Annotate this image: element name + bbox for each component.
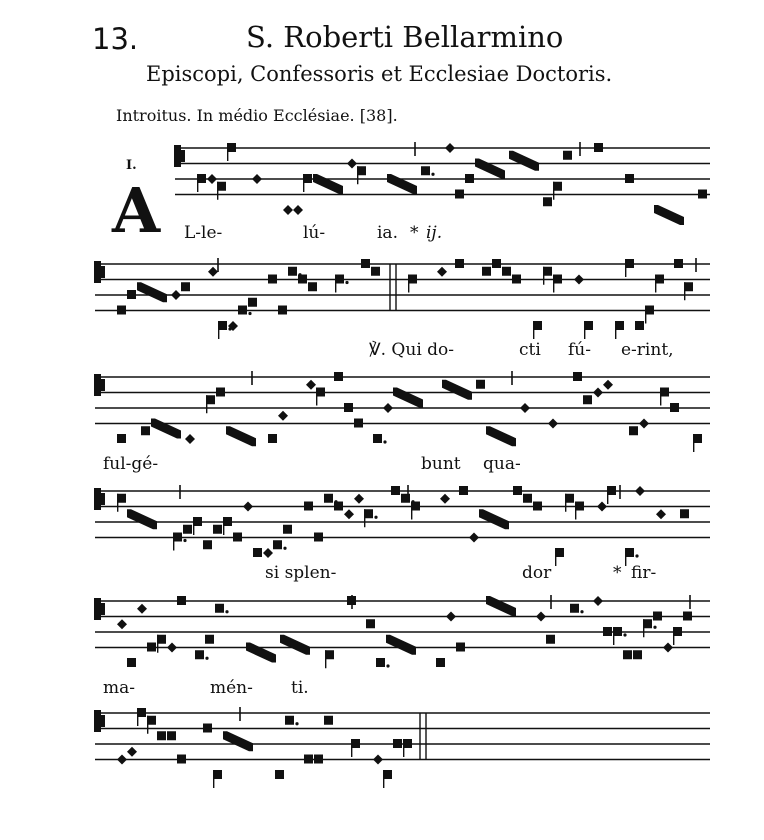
neume-square [512, 275, 521, 284]
neume-square [533, 502, 542, 511]
neume-rhombus [603, 380, 613, 390]
neume-rhombus [593, 596, 603, 606]
c-clef [174, 145, 181, 167]
neume-square [546, 635, 555, 644]
lyric-syllable: e-rint, [621, 340, 674, 360]
neume-square [117, 434, 126, 443]
initial-letter: A [112, 174, 161, 247]
lyric-syllable: mén- [210, 678, 253, 698]
lyric-syllable: si splen- [265, 563, 337, 583]
neume-square [459, 486, 468, 495]
neume-dot [205, 657, 208, 660]
neume-rhombus [344, 509, 354, 519]
neume-square [177, 755, 186, 764]
neume-square [216, 388, 225, 397]
neume-square [393, 739, 402, 748]
chant-number: 13. [92, 22, 139, 56]
neume-dot [635, 554, 638, 557]
c-clef [180, 150, 185, 162]
neume-ligature [479, 509, 509, 529]
neume-dot [295, 722, 298, 725]
c-clef [94, 710, 101, 732]
neume-ligature [475, 159, 505, 179]
introit-label: Introitus. [116, 106, 192, 125]
neume-rhombus [548, 419, 558, 429]
lyric-repeat-mark: ij. [426, 223, 443, 243]
neume-square [563, 151, 572, 160]
neume-square [421, 166, 430, 175]
chant-subtitle: Episcopi, Confessoris et Ecclesiae Doctoris. [146, 62, 613, 86]
c-clef [94, 598, 101, 620]
c-clef [94, 374, 101, 396]
neume-ligature [486, 426, 516, 446]
neume-rhombus [383, 403, 393, 413]
neume-square [213, 525, 222, 534]
neume-square [594, 143, 603, 152]
lyric-syllable: ma- [103, 678, 135, 698]
neume-square [455, 259, 464, 268]
neume-dot [374, 516, 377, 519]
neume-ligature [509, 151, 539, 171]
neume-square [523, 494, 532, 503]
neume-square [203, 540, 212, 549]
neume-square [603, 627, 612, 636]
neume-rhombus [278, 411, 288, 421]
neume-square [147, 643, 156, 652]
neume-square [455, 190, 464, 199]
neume-ligature [654, 205, 684, 225]
neume-square [127, 290, 136, 299]
neume-square [285, 716, 294, 725]
neume-rhombus [593, 388, 603, 398]
neume-square [476, 380, 485, 389]
neume-dot [225, 610, 228, 613]
neume-square [391, 486, 400, 495]
lyric-syllable: cti [519, 340, 541, 360]
neume-square [635, 321, 644, 330]
neume-rhombus [127, 747, 137, 757]
neume-square [401, 494, 410, 503]
mode-number: I. [126, 158, 137, 173]
neume-square [633, 650, 642, 659]
c-clef [100, 603, 105, 615]
neume-rhombus [574, 275, 584, 285]
neume-rhombus [171, 290, 181, 300]
lyric-syllable: L-le- [184, 223, 223, 243]
neume-square [436, 658, 445, 667]
c-clef [100, 266, 105, 278]
neume-square [371, 267, 380, 276]
neume-square [117, 306, 126, 315]
neume-ligature [313, 174, 343, 194]
neume-square [268, 434, 277, 443]
neume-square [298, 275, 307, 284]
neume-rhombus [137, 604, 147, 614]
neume-ligature [127, 509, 157, 529]
neume-dot [580, 610, 583, 613]
neume-square [215, 604, 224, 613]
neume-rhombus [185, 434, 195, 444]
introit-reference: [38]. [359, 106, 398, 125]
neume-square [127, 658, 136, 667]
neume-rhombus [373, 755, 383, 765]
neume-rhombus [283, 205, 293, 215]
neume-square [157, 731, 166, 740]
neume-square [456, 643, 465, 652]
neume-rhombus [347, 159, 357, 169]
neume-square [314, 533, 323, 542]
neume-square [288, 267, 297, 276]
neume-ligature [386, 635, 416, 655]
neume-square [141, 426, 150, 435]
neume-square [683, 612, 692, 621]
neume-dot [283, 547, 286, 550]
neume-square [304, 502, 313, 511]
neume-ligature [393, 388, 423, 408]
neume-square [543, 197, 552, 206]
neume-square [334, 372, 343, 381]
neume-square [698, 190, 707, 199]
neume-ligature [280, 635, 310, 655]
neume-square [502, 267, 511, 276]
neume-square [275, 770, 284, 779]
neume-square [482, 267, 491, 276]
neume-rhombus [635, 486, 645, 496]
neume-square [273, 540, 282, 549]
neume-square [324, 494, 333, 503]
lyric-syllable: ℣. Qui do- [369, 340, 455, 360]
neume-square [167, 731, 176, 740]
chant-title: S. Roberti Bellarmino [246, 20, 564, 54]
neume-square [344, 403, 353, 412]
neume-rhombus [306, 380, 316, 390]
c-clef [94, 261, 101, 283]
neume-square [203, 724, 212, 733]
neume-square [268, 275, 277, 284]
neume-dot [623, 633, 626, 636]
neume-dot [248, 312, 251, 315]
neume-square [670, 403, 679, 412]
lyric-asterisk: * [410, 223, 419, 243]
neume-rhombus [663, 643, 673, 653]
neume-rhombus [167, 643, 177, 653]
neume-square [233, 533, 242, 542]
neume-square [183, 525, 192, 534]
lyric-asterisk: * [613, 563, 622, 583]
lyric-syllable: ti. [291, 678, 309, 698]
neume-square [361, 259, 370, 268]
neume-square [625, 174, 634, 183]
neume-rhombus [293, 205, 303, 215]
lyric-syllable: ia. [377, 223, 398, 243]
neume-square [253, 548, 262, 557]
neume-square [278, 306, 287, 315]
neume-square [195, 650, 204, 659]
c-clef [100, 493, 105, 505]
neume-square [583, 395, 592, 404]
neume-rhombus [597, 502, 607, 512]
neume-ligature [226, 426, 256, 446]
neume-rhombus [117, 619, 127, 629]
lyric-syllable: ful-gé- [103, 454, 159, 474]
neume-square [373, 434, 382, 443]
neume-rhombus [639, 419, 649, 429]
neume-square [248, 298, 257, 307]
neume-rhombus [440, 494, 450, 504]
neume-square [513, 486, 522, 495]
neume-square [283, 525, 292, 534]
neume-rhombus [252, 174, 262, 184]
neume-rhombus [208, 267, 218, 277]
neume-square [674, 259, 683, 268]
neume-ligature [151, 419, 181, 439]
neume-rhombus [243, 502, 253, 512]
neume-square [653, 612, 662, 621]
neume-square [314, 755, 323, 764]
lyric-syllable: fir- [631, 563, 657, 583]
neume-rhombus [520, 403, 530, 413]
neume-ligature [486, 596, 516, 616]
lyric-syllable: fú- [568, 340, 591, 360]
neume-ligature [246, 643, 276, 663]
neume-rhombus [536, 612, 546, 622]
neume-square [205, 635, 214, 644]
neume-square [623, 650, 632, 659]
neume-square [376, 658, 385, 667]
neume-rhombus [207, 174, 217, 184]
neume-dot [383, 440, 386, 443]
lyric-syllable: dor [522, 563, 552, 583]
c-clef [100, 379, 105, 391]
neume-square [465, 174, 474, 183]
neume-square [334, 502, 343, 511]
neume-dot [386, 664, 389, 667]
neume-rhombus [117, 755, 127, 765]
neume-rhombus [354, 494, 364, 504]
neume-ligature [387, 174, 417, 194]
neume-square [573, 372, 582, 381]
lyric-syllable: qua- [483, 454, 521, 474]
neume-square [492, 259, 501, 268]
c-clef [100, 715, 105, 727]
neume-ligature [223, 731, 253, 751]
neume-rhombus [445, 143, 455, 153]
neume-square [629, 426, 638, 435]
neume-square [366, 619, 375, 628]
neume-square [570, 604, 579, 613]
neume-dot [183, 539, 186, 542]
neume-square [354, 419, 363, 428]
neume-rhombus [469, 533, 479, 543]
neume-square [347, 596, 356, 605]
neume-rhombus [656, 509, 666, 519]
lyric-syllable: bunt [421, 454, 461, 474]
c-clef [94, 488, 101, 510]
neume-dot [431, 173, 434, 176]
neume-rhombus [446, 612, 456, 622]
neume-rhombus [437, 267, 447, 277]
neume-dot [345, 281, 348, 284]
neume-square [238, 306, 247, 315]
introit-incipit: In médio Ecclésiae. [196, 106, 355, 125]
neume-square [324, 716, 333, 725]
neume-square [304, 755, 313, 764]
neume-square [177, 596, 186, 605]
neume-dot [653, 626, 656, 629]
neume-square [181, 282, 190, 291]
neume-square [308, 282, 317, 291]
neume-rhombus [263, 548, 273, 558]
neume-square [680, 509, 689, 518]
neume-ligature [137, 282, 167, 302]
lyric-syllable: lú- [303, 223, 326, 243]
neume-ligature [442, 380, 472, 400]
